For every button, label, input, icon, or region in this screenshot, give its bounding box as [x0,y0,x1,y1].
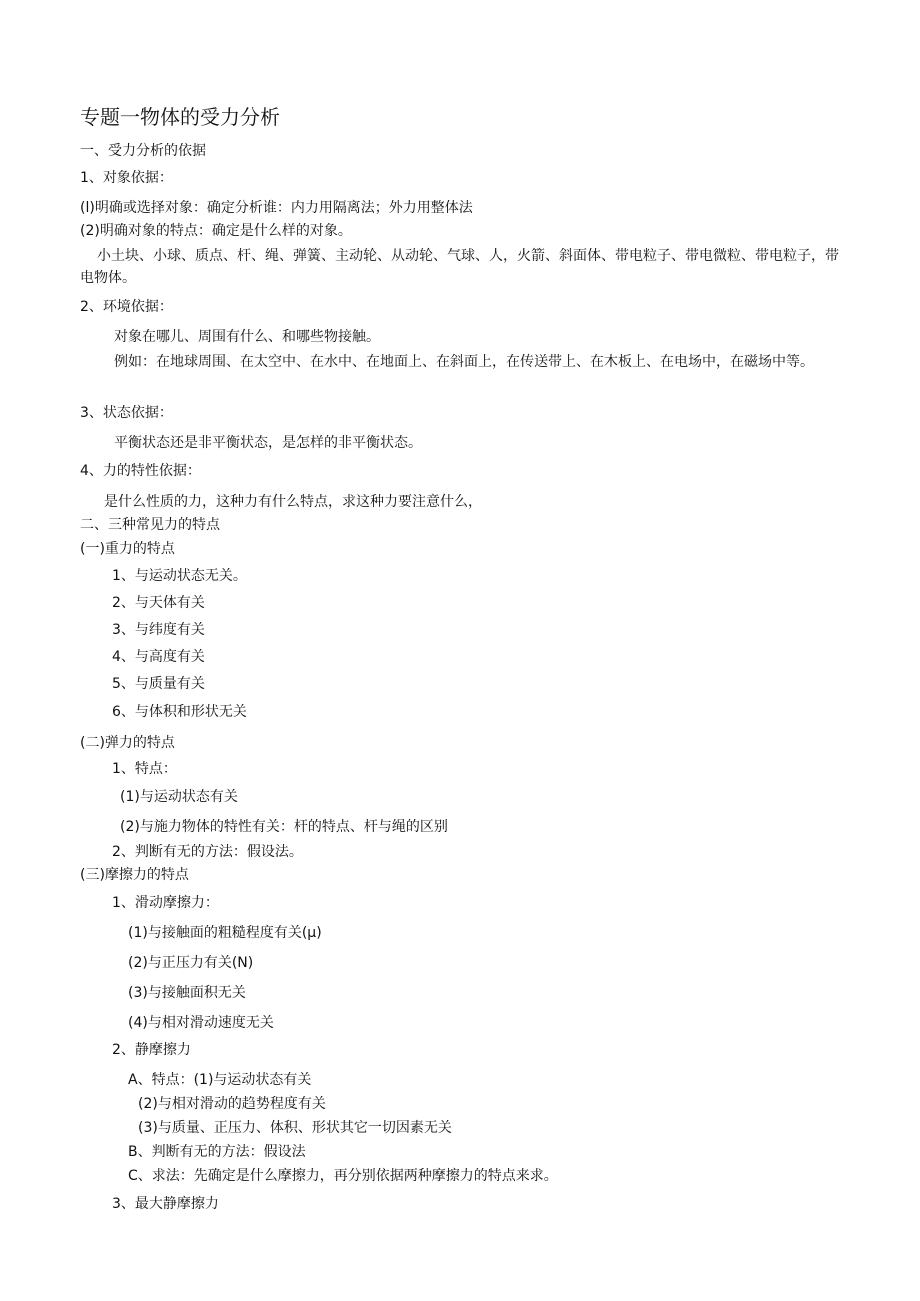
subsection-heading: (一)重力的特点 [80,541,175,557]
paragraph-line: 是什么性质的力，这种力有什么特点，求这种力要注意什么， [104,494,482,510]
list-item: (4)与相对滑动速度无关 [128,1015,274,1031]
list-item: 1、滑动摩擦力： [112,895,219,911]
list-item: 2、判断有无的方法：假设法。 [112,844,303,860]
paragraph-line: (2)明确对象的特点：确定是什么样的对象。 [80,223,352,239]
list-item: 3、最大静摩擦力 [112,1196,219,1212]
list-item: 1、与运动状态无关。 [112,568,247,584]
list-item: (1)与接触面的粗糙程度有关(μ) [128,925,322,941]
list-item: (2)与正压力有关(N) [128,955,254,971]
subsection-heading: (三)摩擦力的特点 [80,867,189,883]
list-item: 4、与高度有关 [112,649,205,665]
list-item: (2)与施力物体的特性有关：杆的特点、杆与绳的区别 [120,819,448,835]
list-item: B、判断有无的方法：假设法 [128,1144,306,1160]
subsection-heading: 4、力的特性依据： [80,463,201,479]
list-item: 2、与天体有关 [112,595,205,611]
document-title: 专题一物体的受力分析 [80,105,280,129]
paragraph-wrapped: 小土块、小球、质点、杆、绳、弹簧、主动轮、从动轮、气球、人，火箭、斜面体、带电粒子、带电微粒、带电粒子，带电物体。 [80,248,839,286]
list-item: 1、特点： [112,761,177,777]
subsection-heading: (二)弹力的特点 [80,735,175,751]
list-item: A、特点：(1)与运动状态有关 [128,1072,312,1088]
list-item: (1)与运动状态有关 [120,789,238,805]
section-heading: 二、三种常见力的特点 [80,517,220,533]
paragraph-wrapped: 例如：在地球周围、在太空中、在水中、在地面上、在斜面上，在传送带上、在木板上、在电场中，在磁场中等。 [114,354,814,370]
paragraph-line: 对象在哪儿、周围有什么、和哪些物接触。 [114,329,380,345]
paragraph-line: (l)明确或选择对象：确定分析谁：内力用隔离法；外力用整体法 [80,200,473,216]
subsection-heading: 3、状态依据： [80,405,173,421]
list-item: 5、与质量有关 [112,676,205,692]
list-item: 3、与纬度有关 [112,622,205,638]
subsection-heading: 2、环境依据： [80,299,173,315]
subsection-heading: 1、对象依据： [80,170,173,186]
paragraph-line: 平衡状态还是非平衡状态，是怎样的非平衡状态。 [114,435,422,451]
list-item: (3)与接触面积无关 [128,985,246,1001]
section-heading: 一、受力分析的依据 [80,143,206,159]
list-item: 2、静摩擦力 [112,1042,191,1058]
list-item: 6、与体积和形状无关 [112,704,247,720]
list-item: C、求法：先确定是什么摩擦力，再分别依据两种摩擦力的特点来求。 [128,1168,558,1184]
list-item: (2)与相对滑动的趋势程度有关 [138,1096,326,1112]
list-item: (3)与质量、正压力、体积、形状其它一切因素无关 [138,1120,452,1136]
